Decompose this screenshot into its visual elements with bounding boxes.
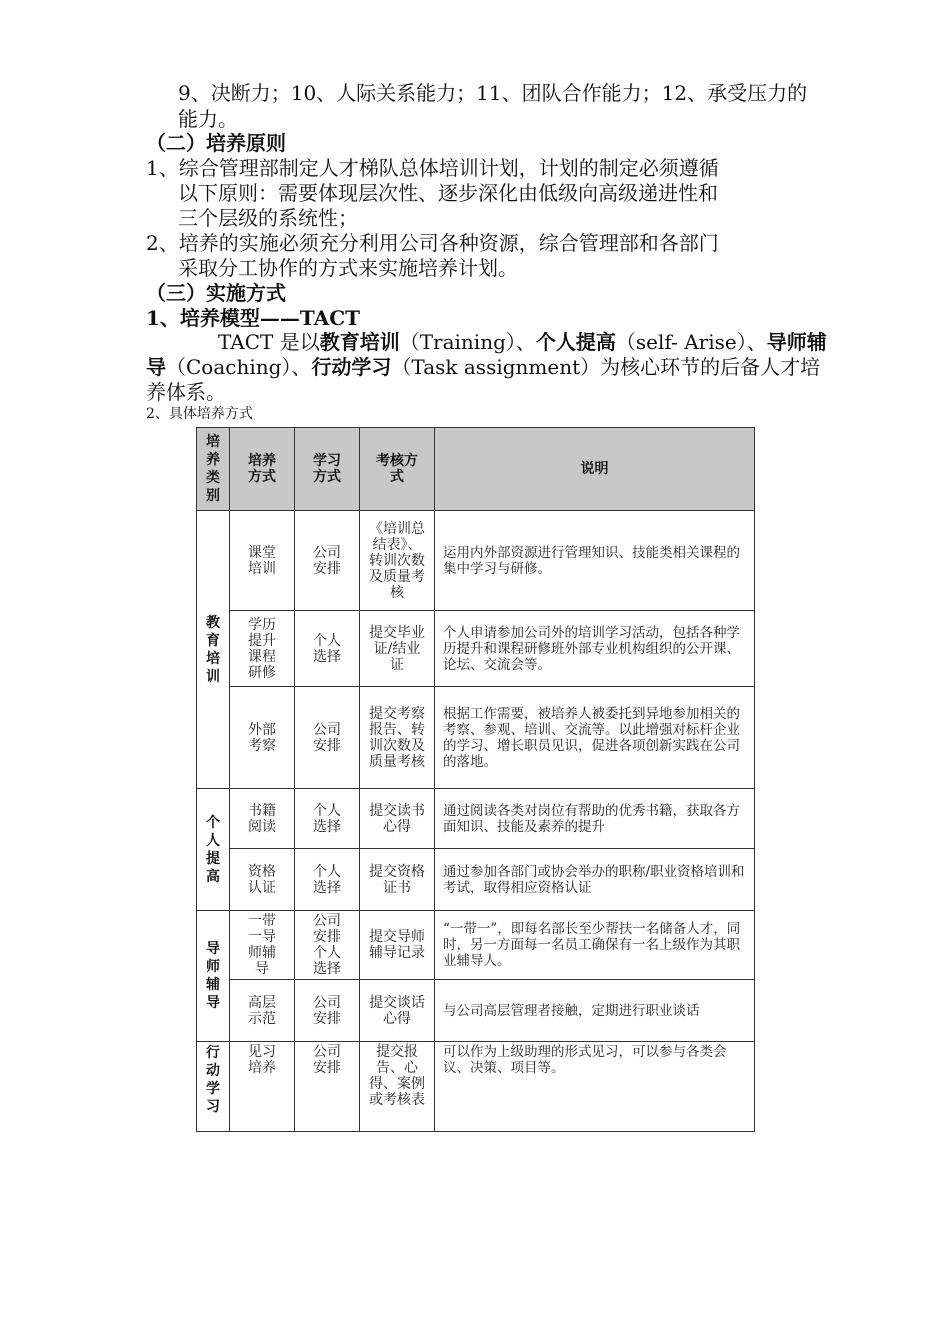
cell-description: “一带一”，即每名部长至少帮扶一名储备人才，同时，另一方面每一名员工确保有一名上级作为其职业辅导人。: [435, 911, 755, 980]
cell-description: 通过参加各部门或协会举办的职称/职业资格培训和考试，取得相应资格认证: [435, 849, 755, 911]
table-row: [197, 980, 755, 1042]
cell-learning: 个人选择: [295, 789, 360, 849]
principle-2-line: 2、培养的实施必须充分利用公司各种资源，综合管理部和各部门: [146, 231, 719, 255]
tact-paragraph-line1: TACT 是以教育培训（Training）、个人提高（self- Arise）、导师辅: [218, 330, 827, 354]
header-description: 说明: [435, 428, 755, 511]
section-heading-principles: （二）培养原则: [146, 131, 286, 155]
table-row: [197, 511, 755, 611]
cell-assessment: 提交导师辅导记录: [360, 911, 435, 980]
principle-1-line: 三个层级的系统性；: [178, 206, 358, 230]
cell-method: 高层示范: [230, 980, 295, 1042]
cell-learning: 公司安排: [295, 1042, 360, 1132]
cell-assessment: 提交资格证书: [360, 849, 435, 911]
cell-assessment: 提交读书心得: [360, 789, 435, 849]
cell-assessment: 提交谈话心得: [360, 980, 435, 1042]
category-education: 教育培训: [197, 511, 230, 789]
cell-learning: 个人选择: [295, 849, 360, 911]
table-row: [197, 789, 755, 849]
text-line: 能力。: [178, 107, 238, 131]
cell-assessment: 提交毕业证/结业证: [360, 611, 435, 687]
category-mentor: 导师辅导: [197, 911, 230, 1042]
cell-description: 运用内外部资源进行管理知识、技能类相关课程的集中学习与研修。: [435, 511, 755, 611]
text-line: 9、决断力；10、人际关系能力；11、团队合作能力；12、承受压力的: [178, 81, 808, 105]
cell-learning: 公司安排: [295, 511, 360, 611]
tact-paragraph-line3: 养体系。: [146, 380, 226, 404]
cell-assessment: 提交考察报告、转训次数及质量考核: [360, 687, 435, 789]
cell-description: 个人申请参加公司外的培训学习活动，包括各种学历提升和课程研修班外部专业机构组织的公开课、论坛、交流会等。: [435, 611, 755, 687]
section-heading-implementation: （三）实施方式: [146, 281, 286, 305]
cell-method: 一带一导师辅导: [230, 911, 295, 980]
table-row: [197, 911, 755, 980]
principle-1-line: 以下原则：需要体现层次性、逐步深化由低级向高级递进性和: [178, 181, 718, 205]
principle-2-line: 采取分工协作的方式来实施培养计划。: [178, 256, 518, 280]
cell-learning: 公司安排: [295, 980, 360, 1042]
cell-learning: 公司安排个人选择: [295, 911, 360, 980]
cell-method: 学历提升课程研修: [230, 611, 295, 687]
training-methods-table: [196, 427, 755, 1132]
cell-description: 根据工作需要，被培养人被委托到异地参加相关的考察、参观、培训、交流等。以此增强对标杆企业的学习、增长职员见识，促进各项创新实践在公司的落地。: [435, 687, 755, 789]
cell-assessment: 《培训总结表》、转训次数及质量考核: [360, 511, 435, 611]
cell-learning: 个人选择: [295, 611, 360, 687]
cell-description: 与公司高层管理者接触，定期进行职业谈话: [435, 980, 755, 1042]
cell-description: 可以作为上级助理的形式见习，可以参与各类会议、决策、项目等。: [435, 1042, 755, 1132]
cell-method: 书籍阅读: [230, 789, 295, 849]
table-row: [197, 611, 755, 687]
cell-method: 资格认证: [230, 849, 295, 911]
header-assessment: 考核方式: [360, 428, 435, 511]
specific-methods-heading: 2、具体培养方式: [146, 406, 253, 422]
table-row: [197, 687, 755, 789]
header-category: 培养类别: [197, 428, 230, 511]
model-heading: 1、培养模型——TACT: [146, 306, 361, 330]
cell-assessment: 提交报告、心得、案例或考核表: [360, 1042, 435, 1132]
header-learning: 学习方式: [295, 428, 360, 511]
table-header-row: [197, 428, 755, 511]
table-row: [197, 849, 755, 911]
cell-method: 课堂培训: [230, 511, 295, 611]
cell-description: 通过阅读各类对岗位有帮助的优秀书籍，获取各方面知识、技能及素养的提升: [435, 789, 755, 849]
cell-method: 外部考察: [230, 687, 295, 789]
header-method: 培养方式: [230, 428, 295, 511]
tact-paragraph-line2: 导（Coaching）、行动学习（Task assignment）为核心环节的后备人才培: [146, 355, 821, 379]
principle-1-line: 1、综合管理部制定人才梯队总体培训计划，计划的制定必须遵循: [146, 156, 719, 180]
category-action: 行动学习: [197, 1042, 230, 1132]
cell-learning: 公司安排: [295, 687, 360, 789]
table-row: [197, 1042, 755, 1132]
category-personal: 个人提高: [197, 789, 230, 911]
cell-method: 见习培养: [230, 1042, 295, 1132]
